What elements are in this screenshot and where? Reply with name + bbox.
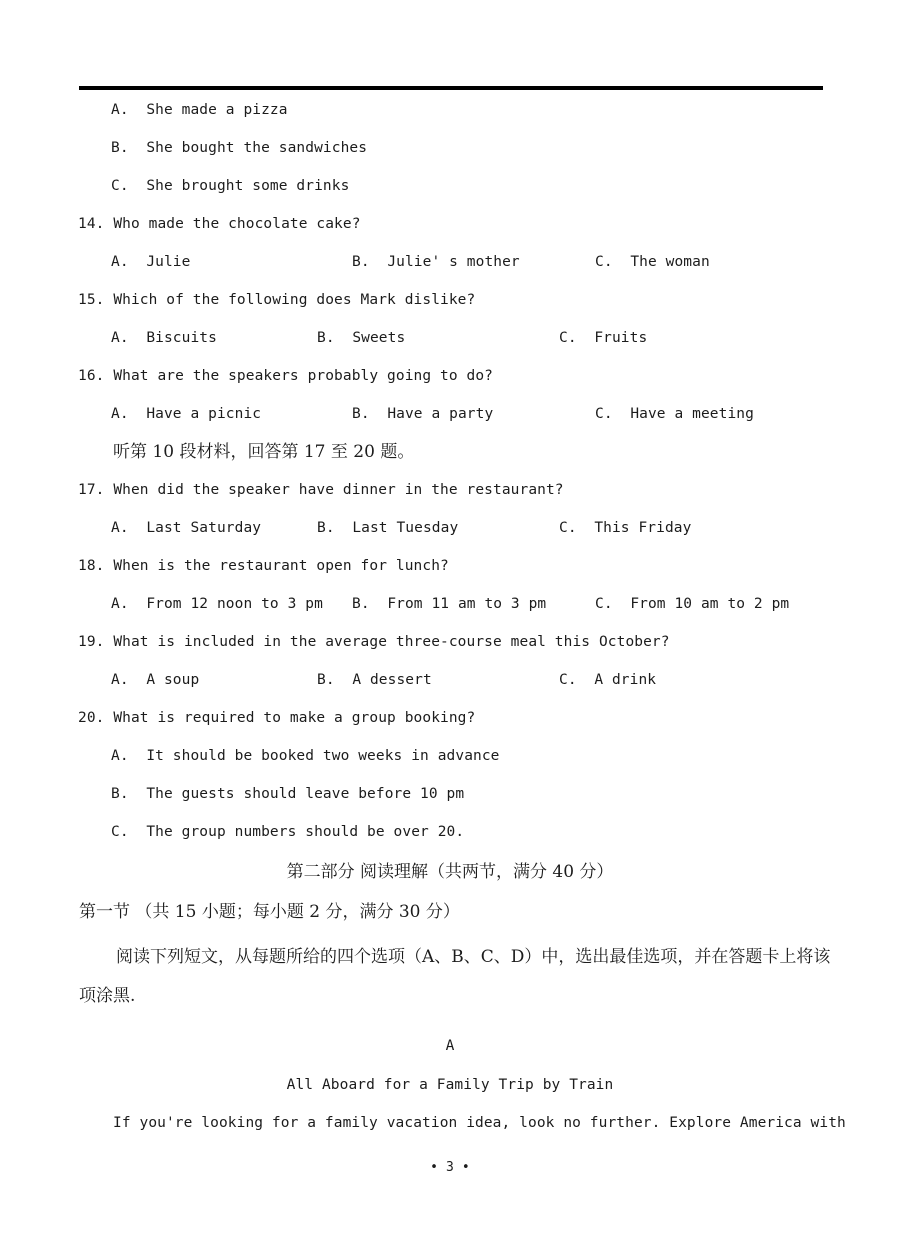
passage-title: All Aboard for a Family Trip by Train	[286, 1077, 614, 1093]
q17-option-a: A. Last Saturday	[111, 520, 262, 536]
q14-options-row	[0, 252, 900, 272]
page-number: • 3 •	[430, 1160, 470, 1175]
q18-option-c: C. From 10 am to 2 pm	[595, 596, 790, 612]
q19-stem: 19. What is included in the average three-course meal this October?	[78, 634, 670, 650]
q17-stem: 17. When did the speaker have dinner in the restaurant?	[78, 482, 564, 498]
q16-stem: 16. What are the speakers probably going to do?	[78, 368, 493, 384]
passage-label: A	[445, 1038, 455, 1054]
part2-section1-heading: 第一节 （共 15 小题；每小题 2 分，满分 30 分）	[79, 902, 460, 922]
q18-option-a: A. From 12 noon to 3 pm	[111, 596, 323, 612]
q17-options-row	[0, 518, 900, 538]
q19-option-c: C. A drink	[559, 672, 657, 688]
q16-option-c: C. Have a meeting	[595, 406, 754, 422]
q13-option-c: C. She brought some drinks	[111, 178, 350, 194]
q15-stem: 15. Which of the following does Mark dislike?	[78, 292, 476, 308]
part2-heading: 第二部分 阅读理解（共两节，满分 40 分）	[286, 862, 614, 882]
q20-option-c: C. The group numbers should be over 20.	[111, 824, 465, 840]
q16-option-b: B. Have a party	[352, 406, 494, 422]
q15-options-row	[0, 328, 900, 348]
q14-stem: 14. Who made the chocolate cake?	[78, 216, 361, 232]
q17-option-c: C. This Friday	[559, 520, 692, 536]
q14-option-b: B. Julie' s mother	[352, 254, 520, 270]
q20-option-a: A. It should be booked two weeks in advance	[111, 748, 500, 764]
q18-option-b: B. From 11 am to 3 pm	[352, 596, 547, 612]
q19-option-b: B. A dessert	[317, 672, 432, 688]
q16-options-row	[0, 404, 900, 424]
q14-option-a: A. Julie	[111, 254, 191, 270]
q18-options-row	[0, 594, 900, 614]
q15-option-b: B. Sweets	[317, 330, 406, 346]
q19-option-a: A. A soup	[111, 672, 200, 688]
listening-section10-note: 听第 10 段材料，回答第 17 至 20 题。	[113, 442, 415, 462]
q13-option-a: A. She made a pizza	[111, 102, 288, 118]
q13-option-b: B. She bought the sandwiches	[111, 140, 368, 156]
q16-option-a: A. Have a picnic	[111, 406, 262, 422]
q18-stem: 18. When is the restaurant open for lunch?	[78, 558, 449, 574]
q15-option-a: A. Biscuits	[111, 330, 217, 346]
header-divider-rule	[79, 86, 823, 90]
part2-instructions-line2: 项涂黑.	[79, 986, 136, 1006]
part2-instructions-line1: 阅读下列短文，从每题所给的四个选项（A、B、C、D）中，选出最佳选项，并在答题卡上将该	[116, 947, 831, 967]
q15-option-c: C. Fruits	[559, 330, 648, 346]
q14-option-c: C. The woman	[595, 254, 710, 270]
q20-option-b: B. The guests should leave before 10 pm	[111, 786, 465, 802]
passage-first-line: If you're looking for a family vacation idea, look no further. Explore America with	[113, 1115, 846, 1131]
q20-stem: 20. What is required to make a group booking?	[78, 710, 476, 726]
q19-options-row	[0, 670, 900, 690]
q17-option-b: B. Last Tuesday	[317, 520, 459, 536]
